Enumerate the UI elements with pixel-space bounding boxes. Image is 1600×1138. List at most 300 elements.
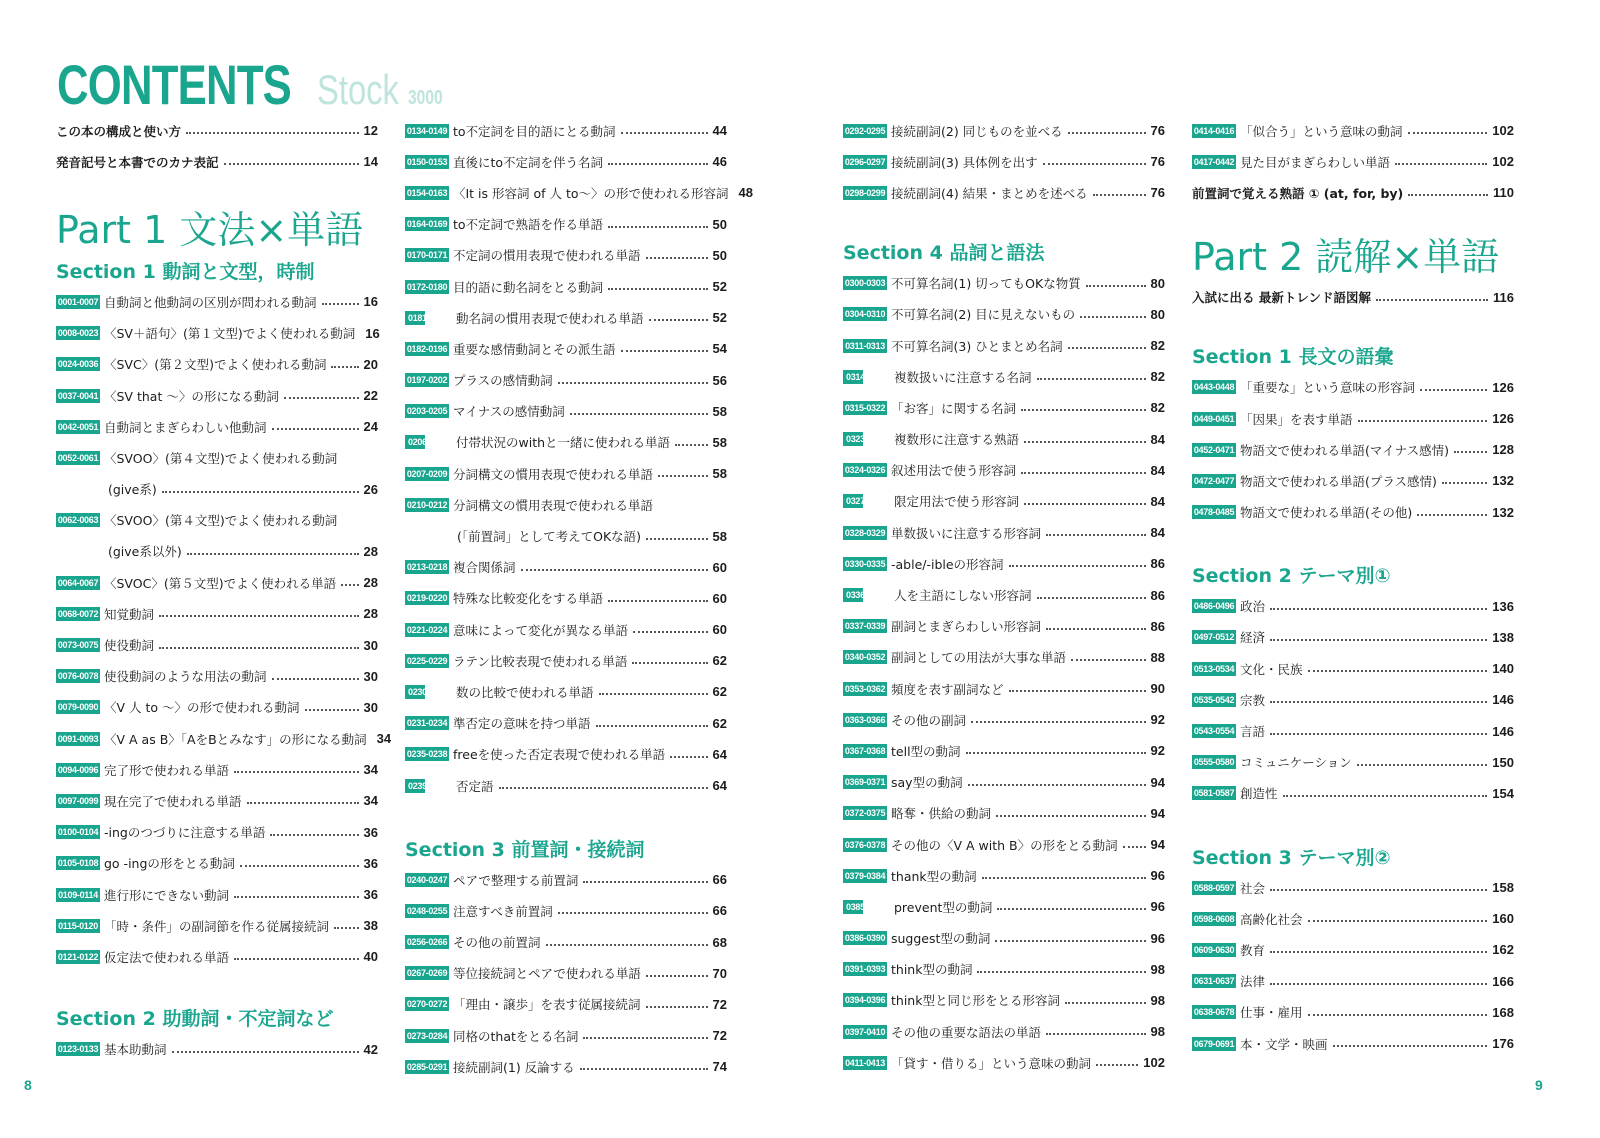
- toc-entry: [405, 708, 727, 739]
- section-heading: Section 1 動詞と文型，時制: [56, 260, 315, 283]
- entry-label: 不可算名詞(1) 切ってもOKな物質: [891, 276, 1081, 292]
- leader-dots: [1270, 732, 1487, 735]
- entry-page-number: 62: [712, 653, 727, 669]
- entry-number-badge: 0097-0099: [57, 795, 99, 806]
- toc-entry: [1192, 653, 1514, 684]
- toc-entry: [843, 1016, 1165, 1047]
- toc-column-3: [843, 115, 1165, 1078]
- leader-dots: [240, 864, 359, 867]
- entry-page-number: 44: [712, 123, 727, 139]
- entry-label: 「因果」を表す単語: [1240, 411, 1353, 427]
- entry-label: コミュニケーション: [1240, 755, 1352, 771]
- entry-page-number: 136: [1492, 598, 1514, 614]
- entry-label: 仕事・雇用: [1240, 1005, 1303, 1021]
- entry-label: 〈SV that 〜〉の形になる動詞: [104, 388, 279, 404]
- entry-number-badge: 0386-0390: [844, 933, 886, 944]
- toc-entry: [1192, 115, 1514, 146]
- entry-page-number: 102: [1143, 1055, 1165, 1071]
- toc-entry: [56, 146, 378, 177]
- leader-dots: [1046, 533, 1146, 536]
- entry-number-badge: 0094-0096: [57, 764, 99, 775]
- entry-page-number: 28: [363, 606, 378, 622]
- entry-number-badge: 0330-0335: [844, 558, 886, 569]
- entry-page-number: 94: [1150, 837, 1165, 853]
- toc-entry: [405, 895, 727, 926]
- leader-dots: [1420, 388, 1487, 391]
- leader-dots: [224, 162, 359, 165]
- entry-number-badge: 0164-0169: [406, 219, 448, 230]
- entry-label: 見た目がまぎらわしい単語: [1240, 154, 1391, 170]
- toc-entry: [405, 520, 727, 551]
- entry-page-number: 28: [363, 575, 378, 591]
- entry-label: 〈SVOO〉(第４文型)でよく使われる動詞: [104, 513, 338, 529]
- entry-label: 重要な感情動詞とその派生語: [453, 341, 616, 357]
- entry-label: 創造性: [1240, 786, 1278, 802]
- entry-number-badge: 0239: [405, 779, 425, 793]
- entry-page-number: 20: [363, 356, 378, 372]
- toc-entry: [843, 424, 1165, 455]
- entry-label: 否定語: [456, 778, 494, 794]
- toc-entry: [405, 989, 727, 1020]
- toc-entry: [56, 442, 378, 473]
- leader-dots: [1270, 888, 1487, 891]
- entry-page-number: 102: [1492, 154, 1514, 170]
- entry-page-number: 126: [1492, 411, 1514, 427]
- toc-entry: [56, 817, 378, 848]
- entry-label: 政治: [1240, 599, 1266, 615]
- entry-number-badge: 0414-0416: [1193, 125, 1235, 136]
- toc-entry: [843, 330, 1165, 361]
- entry-label: 「似合う」という意味の動詞: [1240, 123, 1403, 139]
- leader-dots: [583, 1036, 707, 1039]
- toc-entry: [405, 302, 727, 333]
- entry-page-number: 26: [363, 481, 378, 497]
- entry-number-badge: 0221-0224: [406, 624, 448, 635]
- entry-page-number: 62: [712, 715, 727, 731]
- leader-dots: [570, 412, 708, 415]
- entry-number-badge: 0452-0471: [1193, 444, 1235, 455]
- toc-entry: [843, 985, 1165, 1016]
- leader-dots: [159, 614, 359, 617]
- toc-entry: [843, 829, 1165, 860]
- entry-label: 〈SVOC〉(第５文型)でよく使われる単語: [104, 575, 337, 591]
- toc-entry: [405, 864, 727, 895]
- toc-entry: [405, 146, 727, 177]
- toc-entry: [405, 209, 727, 240]
- leader-dots: [1046, 627, 1146, 630]
- entry-label: 数の比較で使われる単語: [456, 684, 594, 700]
- toc-entry: [843, 1047, 1165, 1078]
- toc-entry: [56, 567, 378, 598]
- leader-dots: [1270, 638, 1487, 641]
- toc-entry: [843, 548, 1165, 579]
- leader-dots: [1071, 658, 1146, 661]
- toc-entry: [405, 552, 727, 583]
- entry-number-badge: 0513-0534: [1193, 663, 1235, 674]
- toc-entry: [405, 645, 727, 676]
- entry-label: 入試に出る 最新トレンド語図解: [1192, 290, 1372, 306]
- entry-page-number: 62: [712, 684, 727, 700]
- leader-dots: [599, 692, 708, 695]
- entry-page-number: 84: [1150, 431, 1165, 447]
- entry-page-number: 36: [363, 887, 378, 903]
- toc-entry: [56, 115, 378, 146]
- leader-dots: [1021, 471, 1146, 474]
- entry-page-number: 138: [1492, 629, 1514, 645]
- entry-page-number: 80: [1150, 306, 1165, 322]
- entry-label: (「前置詞」として考えてOKな語): [457, 529, 642, 545]
- entry-number-badge: 0079-0090: [57, 702, 99, 713]
- leader-dots: [1408, 193, 1488, 196]
- entry-page-number: 40: [363, 949, 378, 965]
- entry-label: 〈SV＋語句〉(第１文型)でよく使われる動詞: [104, 326, 356, 342]
- entry-number-badge: 0024-0036: [57, 359, 99, 370]
- leader-dots: [982, 876, 1146, 879]
- entry-number-badge: 0206: [405, 435, 425, 449]
- entry-number-badge: 0443-0448: [1193, 382, 1235, 393]
- toc-entry: [56, 318, 378, 349]
- toc-entry: [56, 474, 378, 505]
- leader-dots: [1270, 950, 1487, 953]
- toc-entry: [56, 349, 378, 380]
- entry-page-number: 16: [363, 294, 378, 310]
- entry-number-badge: 0379-0384: [844, 870, 886, 881]
- entry-page-number: 76: [1150, 185, 1165, 201]
- entry-label: 高齢化社会: [1240, 911, 1303, 927]
- leader-dots: [1417, 513, 1487, 516]
- entry-page-number: 14: [363, 154, 378, 170]
- toc-entry: [56, 723, 392, 754]
- leader-dots: [977, 970, 1145, 973]
- toc-entry: [1192, 403, 1514, 434]
- entry-label: 本・文学・映画: [1240, 1036, 1328, 1052]
- entry-number-badge: 0555-0580: [1193, 757, 1235, 768]
- leader-dots: [1308, 1013, 1488, 1016]
- toc-entry: [1192, 903, 1514, 934]
- leader-dots: [558, 911, 708, 914]
- leader-dots: [966, 751, 1146, 754]
- entry-page-number: 68: [712, 934, 727, 950]
- entry-number-badge: 0062-0063: [57, 515, 99, 526]
- leader-dots: [546, 943, 708, 946]
- leader-dots: [247, 801, 359, 804]
- entry-label: freeを使った否定表現で使われる単語: [453, 747, 666, 763]
- entry-label: 「理由・譲歩」を表す従属接続詞: [453, 997, 641, 1013]
- leader-dots: [322, 302, 359, 305]
- toc-entry: [405, 583, 727, 614]
- entry-page-number: 98: [1150, 1024, 1165, 1040]
- toc-entry: [56, 941, 378, 972]
- leader-dots: [997, 907, 1145, 910]
- leader-dots: [1442, 481, 1487, 484]
- leader-dots: [675, 443, 708, 446]
- entry-page-number: 94: [1150, 805, 1165, 821]
- toc-entry: [405, 115, 727, 146]
- toc-entry: [843, 767, 1165, 798]
- entry-number-badge: 0172-0180: [406, 281, 448, 292]
- entry-number-badge: 0100-0104: [57, 827, 99, 838]
- entry-number-badge: 0225-0229: [406, 655, 448, 666]
- entry-number-badge: 0230: [405, 685, 425, 699]
- entry-label: 目的語に動名詞をとる動詞: [453, 279, 604, 295]
- entry-label: think型と同じ形をとる形容詞: [891, 993, 1060, 1009]
- entry-label: 複合関係詞: [453, 560, 516, 576]
- entry-number-badge: 0052-0061: [57, 452, 99, 463]
- leader-dots: [621, 349, 708, 352]
- toc-entry: [405, 927, 727, 958]
- entry-page-number: 72: [712, 1028, 727, 1044]
- entry-number-badge: 0363-0366: [844, 714, 886, 725]
- entry-number-badge: 0008-0023: [57, 328, 99, 339]
- entry-label: 人を主語にしない形容詞: [894, 588, 1032, 604]
- leader-dots: [272, 427, 359, 430]
- leader-dots: [334, 926, 359, 929]
- entry-page-number: 96: [1150, 930, 1165, 946]
- entry-page-number: 60: [712, 559, 727, 575]
- entry-number-badge: 0231-0234: [406, 718, 448, 729]
- leader-dots: [1093, 193, 1146, 196]
- entry-page-number: 92: [1150, 743, 1165, 759]
- entry-page-number: 94: [1150, 774, 1165, 790]
- entry-page-number: 82: [1150, 369, 1165, 385]
- leader-dots: [1046, 1032, 1146, 1035]
- entry-number-badge: 0197-0202: [406, 375, 448, 386]
- entry-number-badge: 0219-0220: [406, 593, 448, 604]
- toc-entry: [56, 380, 378, 411]
- toc-entry: [56, 536, 378, 567]
- leader-dots: [580, 1067, 708, 1070]
- entry-page-number: 80: [1150, 275, 1165, 291]
- entry-page-number: 150: [1492, 754, 1514, 770]
- entry-number-badge: 0273-0284: [406, 1030, 448, 1041]
- entry-label: 「貸す・借りる」という意味の動詞: [891, 1055, 1092, 1071]
- leader-dots: [608, 599, 708, 602]
- leader-dots: [646, 974, 708, 977]
- entry-number-badge: 0207-0209: [406, 468, 448, 479]
- entry-label: 同格のthatをとる名詞: [453, 1028, 579, 1044]
- leader-dots: [1308, 669, 1488, 672]
- entry-page-number: 82: [1150, 338, 1165, 354]
- entry-label: 教育: [1240, 942, 1266, 958]
- leader-dots: [1376, 298, 1488, 301]
- toc-entry: [56, 785, 378, 816]
- leader-dots: [1270, 607, 1487, 610]
- toc-entry: [1192, 997, 1514, 1028]
- toc-entry: [56, 411, 378, 442]
- entry-label: 文化・民族: [1240, 661, 1303, 677]
- entry-label: その他の重要な語法の単語: [891, 1024, 1042, 1040]
- toc-entry: [1192, 747, 1514, 778]
- entry-page-number: 38: [363, 918, 378, 934]
- entry-label: 〈SVOO〉(第４文型)でよく使われる動詞: [104, 450, 338, 466]
- entry-label: 物語文で使われる単語(マイナス感情): [1240, 442, 1450, 458]
- toc-entry: [843, 361, 1165, 392]
- leader-dots: [1068, 346, 1146, 349]
- entry-label: 〈It is 形容詞 of 人 to〜〉の形で使われる形容詞: [453, 185, 729, 201]
- entry-label: 使役動詞のような用法の動詞: [104, 669, 267, 685]
- entry-number-badge: 0598-0608: [1193, 913, 1235, 924]
- toc-entry: [843, 115, 1165, 146]
- entry-number-badge: 0336: [843, 588, 863, 602]
- entry-label: 注意すべき前置詞: [453, 903, 553, 919]
- entry-page-number: 158: [1492, 880, 1514, 896]
- entry-page-number: 168: [1492, 1004, 1514, 1020]
- leader-dots: [499, 786, 708, 789]
- leader-dots: [1270, 700, 1487, 703]
- entry-number-badge: 0240-0247: [406, 874, 448, 885]
- toc-entry: [843, 798, 1165, 829]
- entry-page-number: 176: [1492, 1036, 1514, 1052]
- entry-page-number: 34: [376, 731, 392, 747]
- entry-page-number: 34: [363, 762, 378, 778]
- entry-page-number: 76: [1150, 123, 1165, 139]
- entry-number-badge: 0394-0396: [844, 995, 886, 1006]
- entry-number-badge: 0182-0196: [406, 343, 448, 354]
- entry-number-badge: 0154-0163: [406, 187, 448, 198]
- entry-label: その他の前置詞: [453, 935, 541, 951]
- toc-entry: [405, 958, 727, 989]
- entry-number-badge: 0210-0212: [406, 499, 448, 510]
- entry-number-badge: 0391-0393: [844, 964, 886, 975]
- leader-dots: [1395, 162, 1487, 165]
- section-heading: Section 2 助動詞・不定詞など: [56, 1008, 334, 1030]
- entry-page-number: 30: [363, 668, 378, 684]
- leader-dots: [186, 131, 359, 134]
- entry-page-number: 86: [1150, 556, 1165, 572]
- entry-label: 複数形に注意する熟語: [894, 432, 1020, 448]
- entry-number-badge: 0315-0322: [844, 402, 886, 413]
- entry-page-number: 16: [365, 325, 380, 341]
- section-heading: Section 3 前置詞・接続詞: [405, 838, 645, 861]
- leader-dots: [1123, 845, 1146, 848]
- toc-entry: [1192, 934, 1514, 965]
- toc-entry: [405, 770, 727, 801]
- leader-dots: [1065, 1001, 1146, 1004]
- entry-label: 基本助動詞: [104, 1042, 167, 1058]
- leader-dots: [305, 708, 359, 711]
- leader-dots: [1358, 419, 1488, 422]
- entry-label: 知覚動詞: [104, 606, 155, 622]
- entry-number-badge: 0203-0205: [406, 406, 448, 417]
- entry-label: 分詞構文の慣用表現で使われる単語: [453, 497, 654, 513]
- entry-number-badge: 0609-0630: [1193, 944, 1235, 955]
- entry-number-badge: 0478-0485: [1193, 507, 1235, 518]
- entry-page-number: 146: [1492, 723, 1514, 739]
- entry-label: プラスの感情動詞: [453, 373, 553, 389]
- entry-page-number: 60: [712, 590, 727, 606]
- entry-label: 「お客」に関する名詞: [891, 400, 1017, 416]
- entry-page-number: 84: [1150, 462, 1165, 478]
- entry-label: go -ingの形をとる動詞: [104, 856, 235, 872]
- entry-label: 接続副詞(1) 反論する: [453, 1059, 575, 1075]
- entry-page-number: 24: [363, 419, 378, 435]
- entry-number-badge: 0285-0291: [406, 1061, 448, 1072]
- entry-page-number: 92: [1150, 712, 1165, 728]
- entry-number-badge: 0213-0218: [406, 562, 448, 573]
- entry-page-number: 70: [712, 965, 727, 981]
- toc-entry: [1192, 1028, 1514, 1059]
- entry-label: tell型の動詞: [891, 743, 961, 759]
- leader-dots: [608, 287, 708, 290]
- leader-dots: [1086, 284, 1146, 287]
- entry-label: 略奪・供給の動詞: [891, 806, 992, 822]
- entry-page-number: 30: [363, 699, 378, 715]
- page-number-right: 9: [1535, 1077, 1543, 1093]
- entry-number-badge: 0121-0122: [57, 951, 99, 962]
- toc-entry: [1192, 372, 1514, 403]
- leader-dots: [521, 568, 708, 571]
- toc-entry: [1192, 872, 1514, 903]
- entry-page-number: 12: [363, 123, 378, 139]
- toc-entry: [405, 489, 727, 520]
- toc-column-1: [56, 115, 392, 1065]
- entry-label: 現在完了で使われる単語: [104, 793, 242, 809]
- entry-page-number: 162: [1492, 942, 1514, 958]
- leader-dots: [331, 365, 358, 368]
- entry-page-number: 98: [1150, 992, 1165, 1008]
- entry-number-badge: 0073-0075: [57, 640, 99, 651]
- leader-dots: [270, 833, 358, 836]
- leader-dots: [658, 474, 708, 477]
- entry-page-number: 34: [363, 793, 378, 809]
- entry-page-number: 58: [712, 434, 727, 450]
- entry-number-badge: 0588-0597: [1193, 882, 1235, 893]
- toc-entry: [1192, 684, 1514, 715]
- entry-page-number: 48: [738, 185, 754, 201]
- entry-label: 自動詞と他動詞の区別が問われる動詞: [104, 294, 317, 310]
- entry-number-badge: 0134-0149: [406, 125, 448, 136]
- entry-page-number: 56: [712, 372, 727, 388]
- entry-label: 動名詞の慣用表現で使われる単語: [456, 310, 644, 326]
- entry-number-badge: 0397-0410: [844, 1026, 886, 1037]
- entry-page-number: 82: [1150, 400, 1165, 416]
- entry-number-badge: 0109-0114: [56, 888, 100, 902]
- entry-number-badge: 0367-0368: [844, 745, 886, 756]
- leader-dots: [1357, 763, 1488, 766]
- entry-label: 使役動詞: [104, 638, 155, 654]
- leader-dots: [1068, 131, 1146, 134]
- entry-number-badge: 0385: [843, 900, 863, 914]
- leader-dots: [1037, 596, 1146, 599]
- entry-label: 接続副詞(2) 同じものを並べる: [891, 123, 1063, 139]
- entry-number-badge: 0638-0678: [1193, 1007, 1235, 1018]
- entry-label: 〈SVC〉(第２文型)でよく使われる動詞: [104, 357, 327, 373]
- entry-label: 物語文で使われる単語(その他): [1240, 505, 1413, 521]
- entry-page-number: 146: [1492, 692, 1514, 708]
- entry-number-badge: 0076-0078: [57, 671, 99, 682]
- entry-label: suggest型の動詞: [891, 931, 991, 947]
- entry-label: 言語: [1240, 724, 1266, 740]
- leader-dots: [1009, 689, 1146, 692]
- entry-number-badge: 0150-0153: [406, 156, 448, 167]
- entry-label: 不可算名詞(3) ひとまとめ名詞: [891, 338, 1063, 354]
- entry-page-number: 66: [712, 903, 727, 919]
- leader-dots: [1080, 315, 1145, 318]
- entry-number-badge: 0679-0691: [1193, 1038, 1235, 1049]
- leader-dots: [632, 661, 707, 664]
- entry-number-badge: 0314: [843, 370, 863, 384]
- toc-entry: [56, 505, 378, 536]
- entry-page-number: 166: [1492, 973, 1514, 989]
- entry-label: to不定詞で熟語を作る単語: [453, 217, 604, 233]
- entry-label: 発音記号と本書でのカナ表記: [56, 154, 219, 170]
- leader-dots: [1096, 1063, 1138, 1066]
- entry-label: この本の構成と使い方: [56, 123, 182, 139]
- leader-dots: [1454, 450, 1487, 453]
- entry-page-number: 58: [712, 403, 727, 419]
- entry-page-number: 126: [1492, 379, 1514, 395]
- toc-entry: [405, 427, 727, 458]
